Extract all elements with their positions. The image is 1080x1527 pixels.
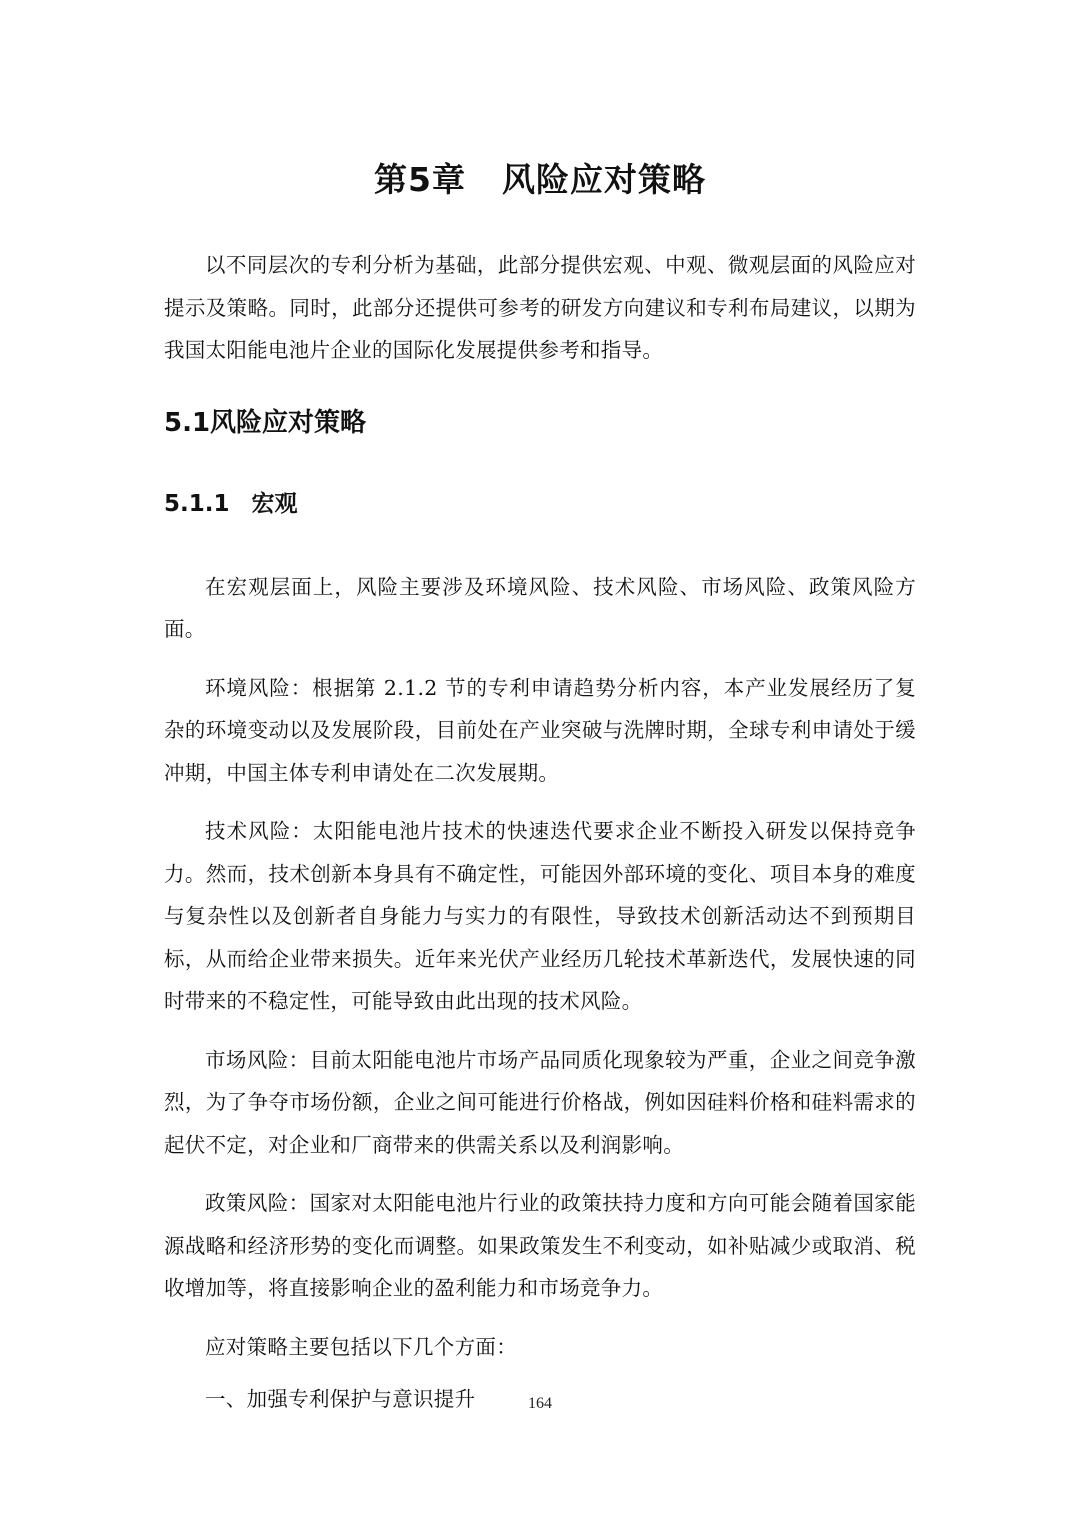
page-number: 164 (528, 1395, 552, 1412)
paragraph-strategy-intro: 应对策略主要包括以下几个方面： (205, 1334, 517, 1359)
chapter-title (0, 150, 1080, 210)
paragraph-environment-risk: 环境风险：根据第 2.1.2 节的专利申请趋势分析内容，本产业发展经历了复杂的环境变动以及发展阶段，目前处在产业突破与洗牌时期，全球专利申请处于缓冲期，中国主体专利申请处在二次发展期。 (164, 675, 916, 785)
subsection-title: 宏观 (251, 490, 298, 517)
paragraph-overview: 在宏观层面上，风险主要涉及环境风险、技术风险、市场风险、政策风险方面。 (164, 574, 916, 641)
paragraph-policy-risk: 政策风险：国家对太阳能电池片行业的政策扶持力度和方向可能会随着国家能源战略和经济形势的变化而调整。如果政策发生不利变动，如补贴减少或取消、税收增加等，将直接影响企业的盈利能力和市场竞争力。 (164, 1191, 916, 1300)
section-heading: 5.1风险应对策略 (164, 407, 367, 438)
page-body (164, 244, 916, 1421)
chapter-name: 风险应对策略 (501, 160, 706, 199)
paragraph-technology-risk: 技术风险：太阳能电池片技术的快速迭代要求企业不断投入研发以保持竞争力。然而，技术创新本身具有不确定性，可能因外部环境的变化、项目本身的难度与复杂性以及创新者自身能力与实力的有限性，导致技术创新活动达不到预期目标，从而给企业带来损失。近年来光伏产业经历几轮技术革新迭代，发展快速的同时带来的不稳定性，可能导致由此出现的技术风险。 (164, 819, 916, 1013)
subsection-heading (164, 484, 916, 524)
paragraph-market-risk: 市场风险：目前太阳能电池片市场产品同质化现象较为严重，企业之间竞争激烈，为了争夺市场份额，企业之间可能进行价格战，例如因硅料价格和硅料需求的起伏不定，对企业和厂商带来的供需关系以及利润影响。 (164, 1047, 916, 1157)
chapter-number: 第5章 (374, 160, 466, 199)
subsection-number: 5.1.1 (164, 490, 230, 517)
intro-paragraph: 以不同层次的专利分析为基础，此部分提供宏观、中观、微观层面的风险应对提示及策略。同时，此部分还提供可参考的研发方向建议和专利布局建议，以期为我国太阳能电池片企业的国际化发展提供参考和指导。 (164, 253, 916, 362)
paragraph-strategy-item-1: 一、加强专利保护与意识提升 (205, 1387, 476, 1411)
